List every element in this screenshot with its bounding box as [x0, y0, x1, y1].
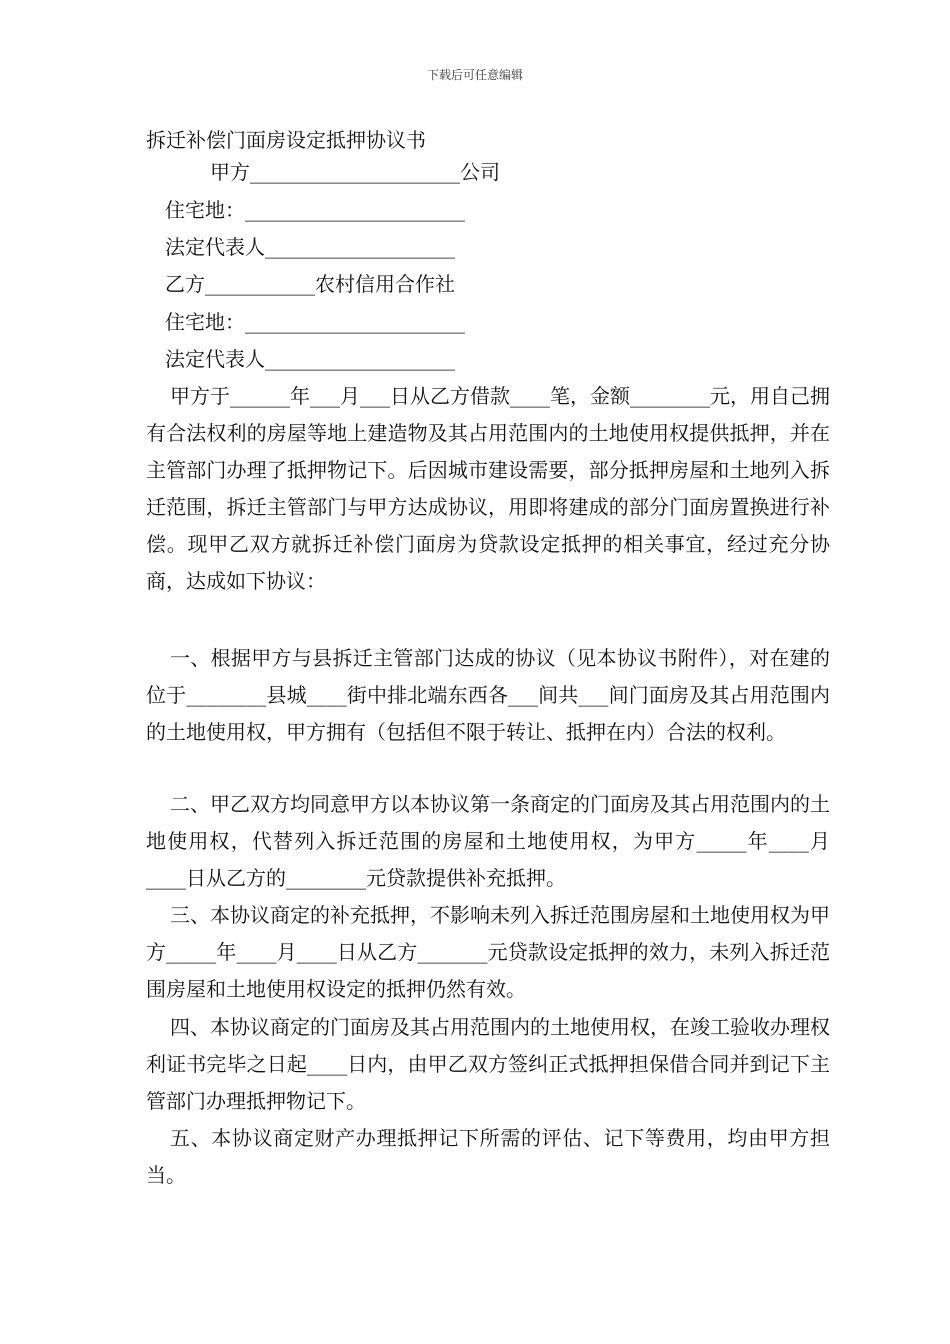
clause-3 — [146, 897, 830, 1008]
clause-4 — [146, 1009, 830, 1120]
clause-4-text: 四、本协议商定的门面房及其占用范围内的土地使用权，在竣工验收办理权利证书完毕之日起____日内，由甲乙双方签纠正式抵押担保借合同并到记下主管部门办理抵押物记下。 — [146, 1015, 830, 1113]
party-a-line: 甲方_____________________公司 — [210, 160, 500, 184]
clause-1 — [146, 640, 830, 751]
document-title: 拆迁补偿门面房设定抵押协议书 — [146, 128, 426, 152]
clause-1-text: 一、根据甲方与县拆迁主管部门达成的协议（见本协议书附件），对在建的位于________县城____街中排北端东西各___间共___间门面房及其占用范围内的土地使用权，甲方拥有（包括但不限于转让、抵押在内）合法的权利。 — [146, 646, 830, 744]
party-a-address: 住宅地：______________________ — [165, 198, 465, 222]
party-b-line: 乙方___________农村信用合作社 — [165, 272, 455, 296]
intro-paragraph — [146, 378, 830, 600]
party-b-address: 住宅地：______________________ — [165, 310, 465, 334]
clause-2-text: 二、甲乙双方均同意甲方以本协议第一条商定的门面房及其占用范围内的土地使用权，代替列入拆迁范围的房屋和土地使用权，为甲方_____年____月____日从乙方的________元贷款提供补充抵押。 — [146, 792, 830, 890]
party-b-legal-rep: 法定代表人___________________ — [165, 347, 455, 371]
clause-5 — [146, 1120, 830, 1194]
intro-text: 甲方于______年___月___日从乙方借款____笔，金额________元，用自己拥有合法权利的房屋等地上建造物及其占用范围内的土地使用权提供抵押，并在主管部门办理了抵押物记下。后因城市建设需要，部分抵押房屋和土地列入拆迁范围，拆迁主管部门与甲方达成协议，用即将建成的部分门面房置换进行补偿。现甲乙双方就拆迁补偿门面房为贷款设定抵押的相关事宜，经过充分协商，达成如下协议： — [146, 384, 830, 593]
header-note: 下载后可任意编辑 — [426, 68, 523, 82]
clause-5-text: 五、本协议商定财产办理抵押记下所需的评估、记下等费用，均由甲方担当。 — [146, 1126, 830, 1187]
clause-2 — [146, 786, 830, 897]
clause-3-text: 三、本协议商定的补充抵押，不影响未列入拆迁范围房屋和土地使用权为甲方_____年____月____日从乙方_______元贷款设定抵押的效力，未列入拆迁范围房屋和土地使用权设定的抵押仍然有效。 — [146, 903, 830, 1001]
party-a-legal-rep: 法定代表人___________________ — [165, 235, 455, 259]
